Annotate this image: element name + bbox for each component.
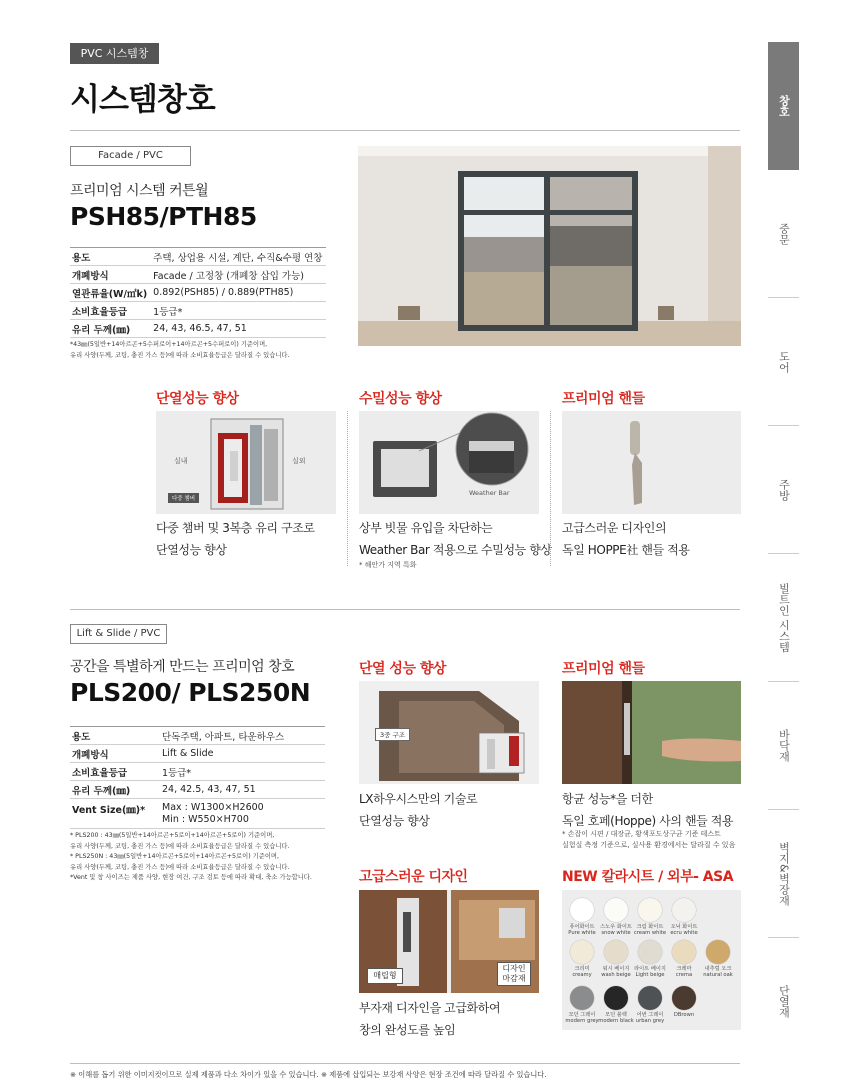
product1-feature1-image <box>156 411 336 514</box>
color-swatch-label: 내추럴 오크 natural oak <box>703 966 733 979</box>
color-swatch <box>638 986 662 1010</box>
spec-row: 열관류율(W/㎡k) 0.892(PSH85) / 0.889(PTH85) <box>70 284 326 302</box>
title-divider <box>70 130 740 131</box>
spec-row: 소비효율등급 1등급* <box>70 302 326 320</box>
color-swatch-label: 오닉 화이트 ecru white <box>670 924 698 937</box>
color-swatch-label: 어번 그레이 urban grey <box>635 1012 665 1025</box>
chamber-label: 다중 챔버 <box>168 493 199 503</box>
spec-row: Vent Size(㎜)* Max : W1300×H2600 Min : W550×H700 <box>70 799 325 829</box>
product1-feature2-desc: 상부 빗물 유입을 차단하는 Weather Bar 적용으로 수밀성능 향상 <box>359 521 552 557</box>
divider-dots <box>550 411 551 566</box>
product1-feature2-image <box>359 411 539 514</box>
color-swatch <box>638 940 662 964</box>
product2-feature2-title: 프리미엄 핸들 <box>562 661 645 677</box>
product2-badge: Lift & Slide / PVC <box>70 624 167 644</box>
product2-feature2-notes: * 손잡이 시편 / 대장균, 황색포도상구균 기준 테스트 실험실 측정 기준으로, 실사용 환경에서는 달라질 수 있음 <box>562 830 736 849</box>
product1-feature3-image <box>562 411 741 514</box>
design-finish-label: 디자인 마감재 <box>497 962 531 986</box>
product2-spec-table <box>70 726 325 829</box>
spec-row: 용도 단독주택, 아파트, 타운하우스 <box>70 727 325 745</box>
footer-divider <box>70 1063 740 1064</box>
product1-model: PSH85/PTH85 <box>70 202 257 231</box>
spec-row: 유리 두께(㎜) 24, 42.5, 43, 47, 51 <box>70 781 325 799</box>
side-tab-windows[interactable]: 창호 <box>768 42 799 170</box>
color-swatch <box>672 898 696 922</box>
product2-feature2-desc: 항균 성능*을 더한 독일 호페(Hoppe) 사의 핸들 적용 <box>562 792 734 828</box>
spec-row: 용도 주택, 상업용 시설, 계단, 수직&수평 연창 <box>70 248 326 266</box>
product2-model: PLS200/ PLS250N <box>70 678 311 707</box>
color-swatch-label: 모던 블랙 modern black <box>598 1012 634 1025</box>
embedded-label: 매립형 <box>367 968 403 984</box>
color-swatch-panel <box>562 890 741 1030</box>
color-swatch <box>672 940 696 964</box>
color-swatch <box>604 986 628 1010</box>
color-swatch <box>570 986 594 1010</box>
product2-feature1-image <box>359 681 539 784</box>
inside-label: 실내 <box>174 457 188 465</box>
page-title: 시스템창호 <box>70 82 215 118</box>
color-swatch-label: 라이트 베이지 Light beige <box>634 966 666 979</box>
footer-note: ※ 이해를 돕기 위한 이미지컷이므로 실제 제품과 다소 차이가 있을 수 있습니다. ※ 제품에 삽입되는 보강재 사양은 현장 조건에 따라 달라질 수 있습니다. <box>70 1070 547 1079</box>
product1-spec-table <box>70 247 326 338</box>
color-swatch <box>570 898 594 922</box>
section-divider <box>70 609 740 610</box>
color-swatch <box>706 940 730 964</box>
product1-notes: *43㎜(5일반+14아르곤+5수퍼로이+14아르곤+5수퍼로이) 기준이며, 유리 사양(두께, 코팅, 충진 가스 등)에 따라 소비효율등급은 달라질 수 있습니다. <box>70 341 290 359</box>
color-swatch-label: 스노우 화이트 snow white <box>600 924 632 937</box>
product2-feature1-desc: LX하우시스만의 기술로 단열성능 향상 <box>359 792 478 828</box>
triple-structure-label: 3중 구조 <box>375 728 410 741</box>
product2-feature3-title: 고급스러운 디자인 <box>359 869 468 885</box>
spec-row: 개폐방식 Lift & Slide <box>70 745 325 763</box>
product2-tagline: 공간을 특별하게 만드는 프리미엄 창호 <box>70 659 295 675</box>
color-swatch-label: DBrown <box>673 1012 695 1018</box>
color-swatch <box>604 898 628 922</box>
side-tab-kitchen[interactable]: 주방 <box>777 478 791 501</box>
product2-feature3-image <box>359 890 539 993</box>
product1-badge: Facade / PVC <box>70 146 191 166</box>
side-tab-builtin[interactable]: 빌트인 시스템 <box>777 582 791 653</box>
product2-notes: * PLS200 : 43㎜(5일반+14아르곤+5로이+14아르곤+5로이) 기준이며, 유리 사양(두께, 코팅, 충진 가스 등)에 따라 소비효율등급은 달라질 수 있습니다. * PLS250N : 43㎜(5일반+14아르곤+5로이+14아르곤+5로이) 기준이며, 유리 사양(두께, 코팅, 충진 가스 등)에 따라 소비효율등급은 달라질 수 있습니다. *Vent 및 창 사이즈는 제품 사양, 현장 여건, 구조 검토 등에 따라 확대, 축소 가능합니다. <box>70 832 312 881</box>
product1-tagline: 프리미엄 시스템 커튼월 <box>70 183 209 199</box>
color-swatch-label: 퓨어화이트 Pure white <box>568 924 596 937</box>
spec-row: 소비효율등급 1등급* <box>70 763 325 781</box>
color-swatch <box>604 940 628 964</box>
color-swatch-label: 크림 화이트 cream white <box>633 924 667 937</box>
weather-bar-label: Weather Bar <box>469 489 510 497</box>
product1-room-photo <box>358 146 741 346</box>
product1-feature1-title: 단열성능 향상 <box>156 391 239 407</box>
color-swatch <box>672 986 696 1010</box>
side-tab-door-partition[interactable]: 중문 <box>777 222 791 245</box>
color-swatch-label: 크레마 crema <box>675 966 693 979</box>
product2-feature1-title: 단열 성능 향상 <box>359 661 446 677</box>
product1-feature2-title: 수밀성능 향상 <box>359 391 442 407</box>
product1-feature1-desc: 다중 챔버 및 3복층 유리 구조로 단열성능 향상 <box>156 521 315 557</box>
color-swatch-label: 워시 베이지 wash beige <box>601 966 631 979</box>
side-tab-insulation[interactable]: 단열재 <box>777 985 791 1018</box>
side-tab-wallpaper[interactable]: 벽지&벽장재 <box>777 841 791 906</box>
color-swatch <box>570 940 594 964</box>
product2-feature4-title: NEW 칼라시트 / 외부- ASA <box>562 869 734 885</box>
category-badge: PVC 시스템창 <box>70 43 159 64</box>
product1-feature3-desc: 고급스러운 디자인의 독일 HOPPE社 핸들 적용 <box>562 521 690 557</box>
side-tab-flooring[interactable]: 바닥재 <box>777 729 791 762</box>
spec-row: 유리 두께(㎜) 24, 43, 46.5, 47, 51 <box>70 320 326 338</box>
side-tab-door[interactable]: 도어 <box>777 350 791 373</box>
product1-feature3-title: 프리미엄 핸들 <box>562 391 645 407</box>
product2-feature3-desc: 부자재 디자인을 고급화하여 창의 완성도를 높임 <box>359 1001 501 1037</box>
spec-row: 개폐방식 Facade / 고정창 (개폐창 삽입 가능) <box>70 266 326 284</box>
product2-feature2-image <box>562 681 741 784</box>
outside-label: 실외 <box>292 457 306 465</box>
product1-feature2-note: * 해안가 지역 특화 <box>359 561 417 569</box>
color-swatch-label: 크리미 creamy <box>572 966 592 979</box>
color-swatch <box>638 898 662 922</box>
divider-dots <box>347 411 348 566</box>
color-swatch-label: 모던 그레이 modern grey <box>565 1012 599 1025</box>
